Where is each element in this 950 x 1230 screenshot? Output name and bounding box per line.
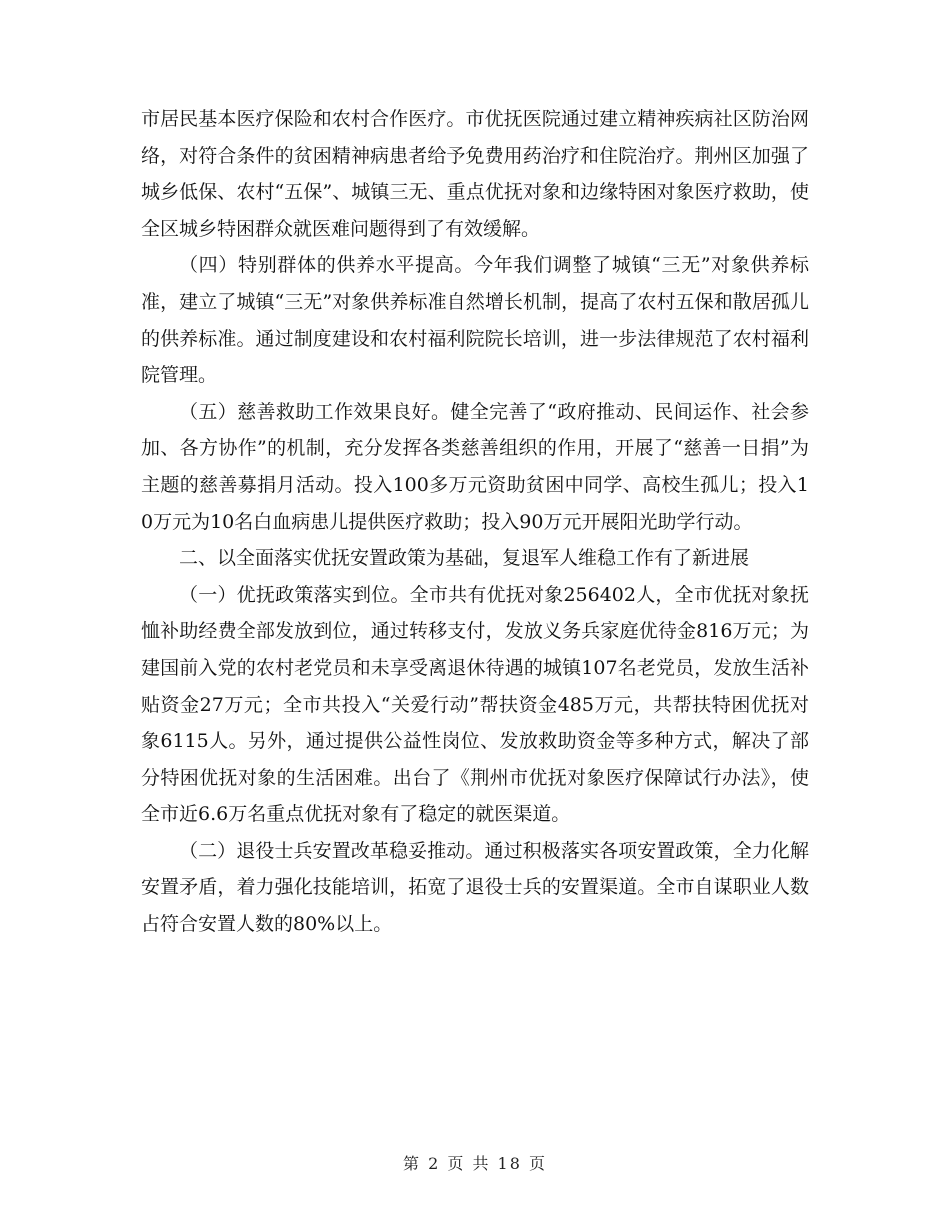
paragraph-charity-aid: （五）慈善救助工作效果良好。健全完善了“政府推动、民间运作、社会参加、各方协作”的机制，充分发挥各类慈善组织的作用，开展了“慈善一日捐”为主题的慈善募捐月活动。投入100多万元资助贫困中同学、高校生孤儿；投入10万元为10名白血病患儿提供医疗救助；投入90万元开展阳光助学行动。	[141, 400, 809, 533]
document-body	[141, 101, 809, 943]
page-footer: 第 2 页 共 18 页	[403, 1154, 547, 1173]
section-heading-veterans: 二、以全面落实优抚安置政策为基础，复退军人维稳工作有了新进展	[179, 547, 750, 570]
paragraph-support-level: （四）特别群体的供养水平提高。今年我们调整了城镇“三无”对象供养标准，建立了城镇“三无”对象供养标准自然增长机制，提高了农村五保和散居孤儿的供养标准。通过制度建设和农村福利院院长培训，进一步法律规范了农村福利院管理。	[141, 254, 809, 387]
paragraph-medical-assistance: 市居民基本医疗保险和农村合作医疗。市优抚医院通过建立精神疾病社区防治网络，对符合条件的贫困精神病患者给予免费用药治疗和住院治疗。荆州区加强了城乡低保、农村“五保”、城镇三无、重点优抚对象和边缘特困对象医疗救助，使全区城乡特困群众就医难问题得到了有效缓解。	[141, 108, 809, 240]
paragraph-soldier-resettlement: （二）退役士兵安置改革稳妥推动。通过积极落实各项安置政策，全力化解安置矛盾，着力强化技能培训，拓宽了退役士兵的安置渠道。全市自谋职业人数占符合安置人数的80%以上。	[141, 839, 809, 936]
paragraph-preferential-policy: （一）优抚政策落实到位。全市共有优抚对象256402人，全市优抚对象抚恤补助经费全部发放到位，通过转移支付，发放义务兵家庭优待金816万元；为建国前入党的农村老党员和未享受离退休待遇的城镇107名老党员，发放生活补贴资金27万元；全市共投入“关爱行动”帮扶资金485万元，共帮扶特困优抚对象6115人。另外，通过提供公益性岗位、发放救助资金等多种方式，解决了部分特困优抚对象的生活困难。出台了《荆州市优抚对象医疗保障试行办法》，使全市近6.6万名重点优抚对象有了稳定的就医渠道。	[141, 583, 809, 826]
